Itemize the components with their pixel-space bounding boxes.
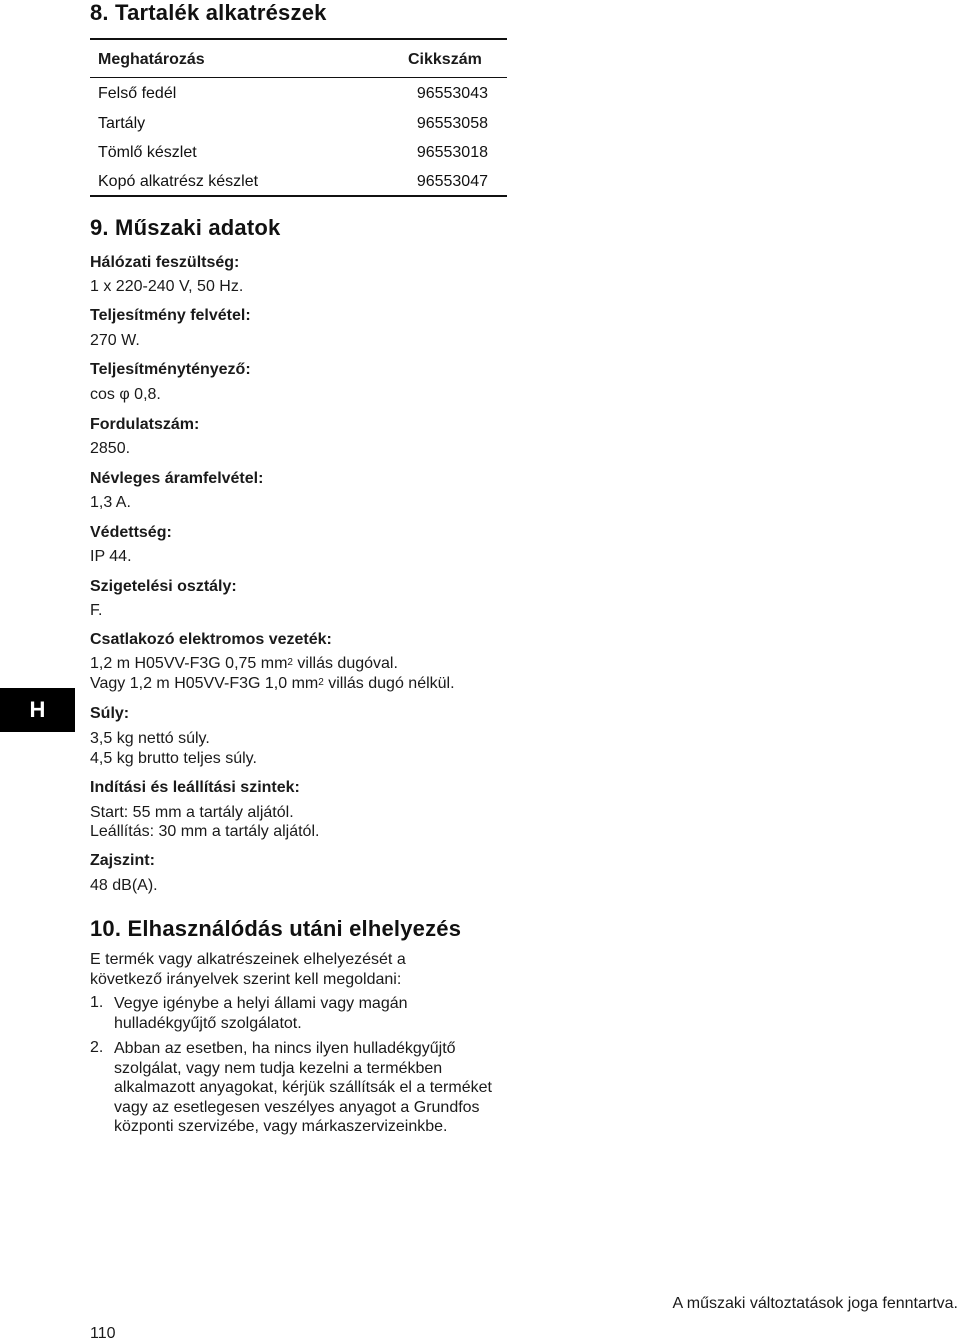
table-row-code: 96553047 bbox=[416, 173, 488, 190]
footer-note: A műszaki változtatások joga fenntartva. bbox=[672, 1295, 958, 1312]
section-9-title: 9. Műszaki adatok bbox=[90, 215, 281, 240]
disposal-list-item bbox=[90, 994, 510, 1033]
table-row-code: 96553058 bbox=[416, 115, 488, 132]
spec-label-speed: Fordulatszám: bbox=[90, 416, 200, 433]
disposal-intro: E termék vagy alkatrészeinek elhelyezését a következő irányelvek szerint kell megoldani: bbox=[90, 951, 406, 988]
spec-value-power: 270 W. bbox=[90, 332, 140, 349]
spec-label-protection: Védettség: bbox=[90, 524, 172, 541]
spec-label-power: Teljesítmény felvétel: bbox=[90, 307, 251, 324]
table-row-name: Tömlő készlet bbox=[98, 144, 197, 161]
section-10-title: 10. Elhasználódás utáni elhelyezés bbox=[90, 916, 462, 941]
spec-label-noise: Zajszint: bbox=[90, 852, 155, 869]
spec-value-level-start: Start: 55 mm a tartály aljától. bbox=[90, 804, 294, 821]
spec-label-voltage: Hálózati feszültség: bbox=[90, 254, 240, 271]
table-header-code: Cikkszám bbox=[408, 51, 482, 68]
spec-value-voltage: 1 x 220-240 V, 50 Hz. bbox=[90, 278, 244, 295]
spec-value-weight-gross: 4,5 kg brutto teljes súly. bbox=[90, 750, 257, 767]
spec-label-insulation: Szigetelési osztály: bbox=[90, 578, 237, 595]
spec-label-current: Névleges áramfelvétel: bbox=[90, 470, 264, 487]
spec-value-cable-line1: 1,2 m H05VV-F3G 0,75 $mm^2$ villás dugóval. bbox=[90, 655, 398, 672]
list-item-number: 1. bbox=[90, 994, 104, 1011]
page-number: 110 bbox=[90, 1325, 116, 1342]
disposal-list-item bbox=[90, 1039, 510, 1137]
table-top-rule bbox=[90, 38, 507, 40]
spec-value-speed: 2850. bbox=[90, 440, 131, 457]
spec-label-levels: Indítási és leállítási szintek: bbox=[90, 779, 300, 796]
list-item-text: Abban az esetben, ha nincs ilyen hulladékgyűjtő szolgálat, vagy nem tudja kezelni a termékben alkalmazott anyagokat, kérjük szállítsák el a terméket vagy az esetlegesen veszélyes anyagot a Grundfos központi szervizébe, vagy márkaszervizeinkbe. bbox=[114, 1040, 492, 1135]
spec-value-current: 1,3 A. bbox=[90, 494, 131, 511]
section-8-title: 8. Tartalék alkatrészek bbox=[90, 0, 327, 25]
list-item-number: 2. bbox=[90, 1039, 104, 1056]
spec-value-power-factor: cos φ 0,8. bbox=[90, 386, 161, 403]
spec-value-cable-line2: Vagy 1,2 m H05VV-F3G 1,0 $mm^2$ villás dugó nélkül. bbox=[90, 675, 455, 692]
spec-value-protection: IP 44. bbox=[90, 548, 132, 565]
table-header-rule bbox=[90, 77, 507, 78]
table-row-name: Felső fedél bbox=[98, 85, 177, 102]
spec-value-insulation: F. bbox=[90, 602, 103, 619]
table-row-name: Kopó alkatrész készlet bbox=[98, 173, 259, 190]
language-tab: H bbox=[0, 688, 75, 732]
table-row-code: 96553018 bbox=[416, 144, 488, 161]
list-item-text: Vegye igénybe a helyi állami vagy magán hulladékgyűjtő szolgálatot. bbox=[114, 995, 408, 1032]
table-header-description: Meghatározás bbox=[98, 51, 205, 68]
spec-value-noise: 48 dB(A). bbox=[90, 877, 158, 894]
spec-label-cable: Csatlakozó elektromos vezeték: bbox=[90, 631, 332, 648]
table-row-name: Tartály bbox=[98, 115, 146, 132]
table-bottom-rule bbox=[90, 195, 507, 197]
spec-value-weight-net: 3,5 kg nettó súly. bbox=[90, 730, 210, 747]
spec-label-power-factor: Teljesítménytényező: bbox=[90, 361, 251, 378]
table-row-code: 96553043 bbox=[416, 85, 488, 102]
spec-value-level-stop: Leállítás: 30 mm a tartály aljától. bbox=[90, 823, 320, 840]
spec-label-weight: Súly: bbox=[90, 705, 130, 722]
